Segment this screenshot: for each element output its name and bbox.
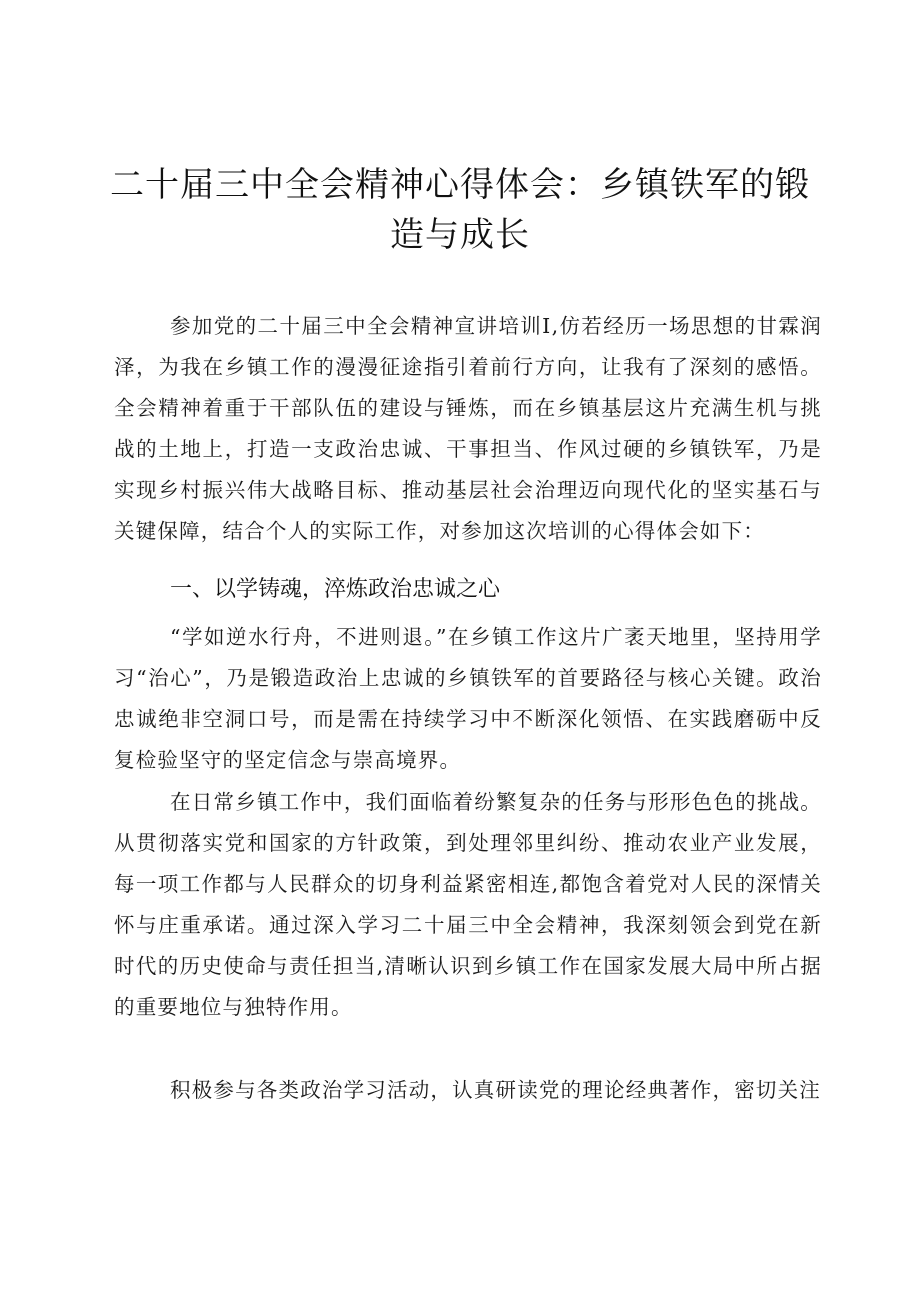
paragraph-intro: 参加党的二十届三中全会精神宣讲培训Ⅰ,仿若经历一场思想的甘霖润泽，为我在乡镇工作的漫漫征途指引着前行方向，让我有了深刻的感悟。全会精神着重于干部队伍的建设与锤炼，而在乡镇基层这片充满生机与挑战的土地上，打造一支政治忠诚、干事担当、作风过硬的乡镇铁军，乃是实现乡村振兴伟大战略目标、推动基层社会治理迈向现代化的坚实基石与关键保障，结合个人的实际工作，对参加这次培训的心得体会如下： bbox=[114, 314, 822, 543]
paragraph-daily-work: 在日常乡镇工作中，我们面临着纷繁复杂的任务与形形色色的挑战。从贯彻落实党和国家的方针政策，到处理邻里纠纷、推动农业产业发展，每一项工作都与人民群众的切身利益紧密相连,都饱含着党对人民的深情关怀与庄重承诺。通过深入学习二十届三中全会精神，我深刻领会到党在新时代的历史使命与责任担当,清晰认识到乡镇工作在国家发展大局中所占据的重要地位与独特作用。 bbox=[114, 790, 822, 1019]
paragraph-political-study: 积极参与各类政治学习活动，认真研读党的理论经典著作，密切关注 bbox=[170, 1078, 821, 1102]
paragraph-study-quote: “学如逆水行舟，不进则退。”在乡镇工作这片广袤天地里，坚持用学习“治心”，乃是锻造政治上忠诚的乡镇铁军的首要路径与核心关键。政治忠诚绝非空洞口号，而是需在持续学习中不断深化领悟、在实践磨砺中反复检验坚守的坚定信念与崇高境界。 bbox=[114, 625, 822, 772]
section-heading: 一、以学铸魂，淬炼政治忠诚之心 bbox=[170, 577, 501, 602]
document-title: 二十届三中全会精神心得体会：乡镇铁军的锻造与成长 bbox=[110, 165, 810, 255]
